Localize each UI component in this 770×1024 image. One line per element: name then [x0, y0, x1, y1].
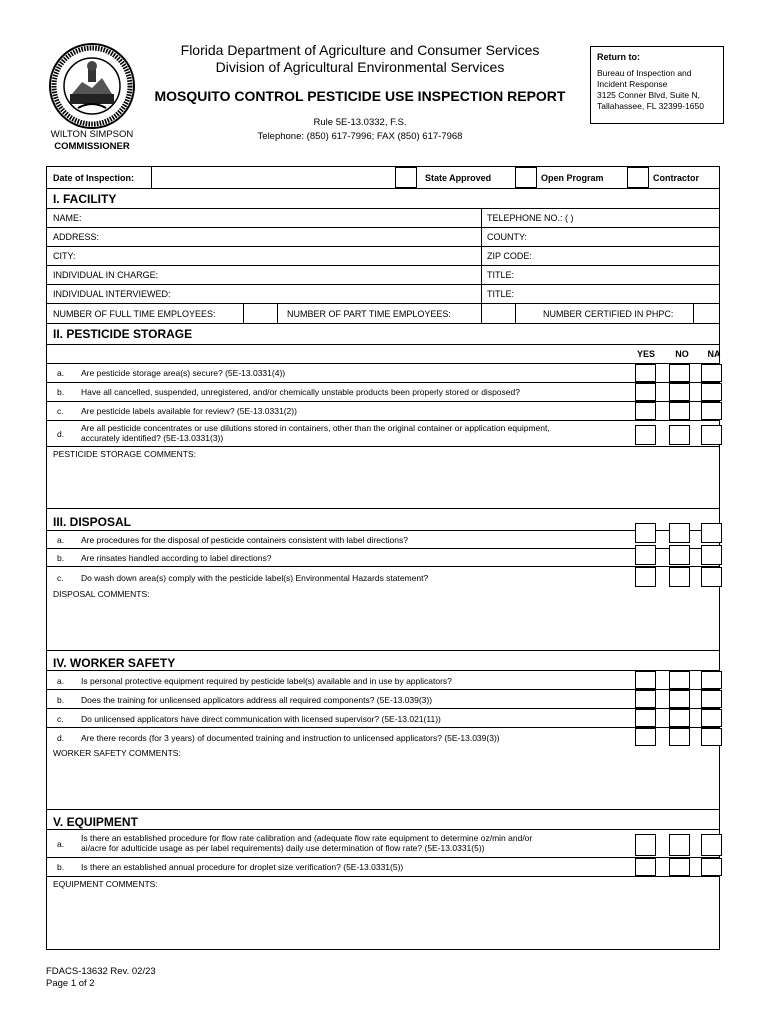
certified-label: NUMBER CERTIFIED IN PHPC: [543, 308, 674, 319]
date-input[interactable] [151, 167, 395, 188]
equipment-comments-box[interactable] [47, 876, 719, 949]
worker-a-yes-checkbox[interactable] [635, 671, 656, 689]
form-id: FDACS-13632 Rev. 02/23 [46, 966, 156, 977]
storage-b-no-checkbox[interactable] [669, 383, 690, 401]
full-time-input[interactable] [243, 304, 277, 323]
return-to-line: Tallahassee, FL 32399-1650 [597, 101, 704, 111]
equipment-section-header [47, 812, 719, 830]
full-time-label: NUMBER OF FULL TIME EMPLOYEES: [53, 308, 216, 319]
worker-safety-heading: IV. WORKER SAFETY [53, 656, 176, 670]
facility-city-row[interactable] [47, 247, 719, 266]
return-to-box [590, 46, 724, 124]
question-text: Is there an established annual procedure for droplet size verification? (5E-13.0331(5)) [81, 862, 404, 872]
worker-safety-comments-box[interactable] [47, 746, 719, 810]
individual-interviewed-label: INDIVIDUAL INTERVIEWED: [53, 289, 171, 299]
equipment-b-na-checkbox[interactable] [701, 858, 722, 876]
worker-b-yes-checkbox[interactable] [635, 690, 656, 708]
rule-info [240, 116, 480, 144]
storage-d-yes-checkbox[interactable] [635, 425, 656, 445]
worker-d-yes-checkbox[interactable] [635, 728, 656, 746]
facility-address-row[interactable] [47, 228, 719, 247]
return-to-line: 3125 Conner Blvd, Suite N, [597, 90, 701, 100]
question-text-line: accurately identified? (5E-13.0331(3)) [81, 433, 224, 443]
question-letter: b. [57, 695, 65, 705]
facility-name-row[interactable] [47, 209, 719, 228]
open-program-label: Open Program [541, 172, 604, 183]
storage-question [47, 402, 719, 421]
question-letter: b. [57, 387, 65, 397]
storage-c-na-checkbox[interactable] [701, 402, 722, 420]
department-heading [140, 42, 580, 76]
question-text-line: Are all pesticide concentrates or use dilutions stored in containers, other than the original container or application equipment, [81, 423, 550, 433]
worker-a-na-checkbox[interactable] [701, 671, 722, 689]
question-text: Does the training for unlicensed applicators address all required components? (5E-13.039(3)) [81, 695, 433, 705]
equipment-a-no-checkbox[interactable] [669, 834, 690, 856]
storage-comments-box[interactable] [47, 447, 719, 509]
question-text: Have all cancelled, suspended, unregistered, and/or chemically unstable products been properly stored or disposed? [81, 387, 520, 397]
equipment-a-yes-checkbox[interactable] [635, 834, 656, 856]
facility-heading: I. FACILITY [53, 192, 117, 206]
disposal-comments-label: DISPOSAL COMMENTS: [53, 589, 150, 599]
storage-d-na-checkbox[interactable] [701, 425, 722, 445]
division-name: Division of Agricultural Environmental Services [215, 59, 505, 75]
disposal-b-yes-checkbox[interactable] [635, 545, 656, 565]
question-text-line: Is there an established procedure for flow rate calibration and (adequate flow rate equipment to determine oz/min and/or [81, 833, 533, 843]
disposal-c-no-checkbox[interactable] [669, 567, 690, 587]
equipment-a-na-checkbox[interactable] [701, 834, 722, 856]
storage-b-na-checkbox[interactable] [701, 383, 722, 401]
worker-safety-section-header [47, 653, 719, 671]
equipment-b-no-checkbox[interactable] [669, 858, 690, 876]
disposal-a-no-checkbox[interactable] [669, 523, 690, 543]
storage-d-no-checkbox[interactable] [669, 425, 690, 445]
disposal-b-no-checkbox[interactable] [669, 545, 690, 565]
question-letter: c. [57, 573, 64, 583]
city-label: CITY: [53, 251, 76, 261]
facility-section-header [47, 189, 719, 209]
question-text: Do wash down area(s) comply with the pesticide label(s) Environmental Hazards statement? [81, 573, 429, 583]
disposal-question [47, 549, 719, 567]
storage-comments-label: PESTICIDE STORAGE COMMENTS: [53, 449, 196, 459]
county-label: COUNTY: [487, 232, 528, 242]
question-letter: a. [57, 368, 65, 378]
worker-b-na-checkbox[interactable] [701, 690, 722, 708]
equipment-question [47, 858, 719, 876]
storage-b-yes-checkbox[interactable] [635, 383, 656, 401]
individual-in-charge-row[interactable] [47, 266, 719, 285]
worker-c-na-checkbox[interactable] [701, 709, 722, 727]
equipment-heading: V. EQUIPMENT [53, 815, 138, 829]
inspection-form [46, 166, 720, 950]
worker-a-no-checkbox[interactable] [669, 671, 690, 689]
page-number: Page 1 of 2 [46, 978, 95, 989]
storage-a-na-checkbox[interactable] [701, 364, 722, 382]
disposal-comments-box[interactable] [47, 587, 719, 651]
open-program-checkbox[interactable] [515, 167, 537, 188]
question-letter: c. [57, 714, 64, 724]
commissioner-role: COMMISSIONER [54, 141, 130, 152]
contractor-label: Contractor [653, 172, 700, 183]
report-title: MOSQUITO CONTROL PESTICIDE USE INSPECTION REPORT [154, 88, 566, 104]
question-letter: a. [57, 535, 65, 545]
date-label: Date of Inspection: [53, 172, 135, 183]
question-text: Is personal protective equipment required by pesticide label(s) available and in use by applicators? [81, 676, 452, 686]
question-letter: c. [57, 406, 64, 416]
storage-c-no-checkbox[interactable] [669, 402, 690, 420]
individual-in-charge-label: INDIVIDUAL IN CHARGE: [53, 270, 159, 280]
contractor-checkbox[interactable] [627, 167, 649, 188]
na-column-label: NA [707, 349, 721, 359]
worker-c-yes-checkbox[interactable] [635, 709, 656, 727]
individual-interviewed-row[interactable] [47, 285, 719, 304]
disposal-c-na-checkbox[interactable] [701, 567, 722, 587]
worker-safety-question [47, 671, 719, 690]
question-text: Are procedures for the disposal of pesticide containers consistent with label directions? [81, 535, 408, 545]
worker-d-no-checkbox[interactable] [669, 728, 690, 746]
disposal-heading: III. DISPOSAL [53, 515, 132, 529]
name-label: NAME: [53, 213, 82, 223]
disposal-c-yes-checkbox[interactable] [635, 567, 656, 587]
telephone-fax: Telephone: (850) 617-7996; FAX (850) 617-7968 [257, 131, 463, 142]
part-time-label: NUMBER OF PART TIME EMPLOYEES: [287, 308, 451, 319]
storage-a-yes-checkbox[interactable] [635, 364, 656, 382]
disposal-a-yes-checkbox[interactable] [635, 523, 656, 543]
answer-columns-header [47, 344, 719, 364]
equipment-comments-label: EQUIPMENT COMMENTS: [53, 879, 158, 889]
worker-safety-question [47, 728, 719, 746]
question-text [81, 833, 641, 853]
storage-question [47, 383, 719, 402]
disposal-question [47, 567, 719, 587]
question-letter: b. [57, 862, 65, 872]
question-text [81, 423, 641, 443]
date-of-inspection-row [47, 167, 719, 189]
equipment-question [47, 830, 719, 858]
return-to-line: Incident Response [597, 79, 668, 89]
title-label: TITLE: [487, 289, 515, 299]
return-to-title: Return to: [597, 52, 640, 62]
storage-question [47, 364, 719, 383]
disposal-a-na-checkbox[interactable] [701, 523, 722, 543]
equipment-b-yes-checkbox[interactable] [635, 858, 656, 876]
question-letter: d. [57, 733, 65, 743]
no-column-label: NO [675, 349, 689, 359]
telephone-label: TELEPHONE NO.: ( ) [487, 213, 574, 223]
commissioner-block [44, 129, 140, 153]
worker-d-na-checkbox[interactable] [701, 728, 722, 746]
storage-section-header [47, 324, 719, 344]
worker-safety-question [47, 690, 719, 709]
worker-safety-comments-label: WORKER SAFETY COMMENTS: [53, 748, 181, 758]
question-text: Are there records (for 3 years) of documented training and instruction to unlicensed applicators? (5E-13.039(3)) [81, 733, 500, 743]
worker-c-no-checkbox[interactable] [669, 709, 690, 727]
disposal-b-na-checkbox[interactable] [701, 545, 722, 565]
zip-label: ZIP CODE: [487, 251, 532, 261]
question-letter: a. [57, 839, 65, 849]
page-footer [46, 966, 156, 990]
question-text: Are rinsates handled according to label directions? [81, 553, 272, 563]
question-text: Are pesticide storage area(s) secure? (5E-13.0331(4)) [81, 368, 286, 378]
address-label: ADDRESS: [53, 232, 100, 242]
rule-number: Rule 5E-13.0332, F.S. [313, 117, 407, 128]
state-approved-label: State Approved [425, 172, 492, 183]
worker-b-no-checkbox[interactable] [669, 690, 690, 708]
question-letter: a. [57, 676, 65, 686]
commissioner-name: WILTON SIMPSON [50, 129, 134, 140]
question-text: Are pesticide labels available for review? (5E-13.0331(2)) [81, 406, 297, 416]
part-time-input[interactable] [481, 304, 515, 323]
employees-row [47, 304, 719, 324]
question-text: Do unlicensed applicators have direct communication with licensed supervisor? (5E-13.021(11)) [81, 714, 441, 724]
worker-safety-question [47, 709, 719, 728]
question-letter: d. [57, 429, 65, 439]
return-to-line: Bureau of Inspection and [597, 68, 692, 78]
department-name: Florida Department of Agriculture and Consumer Services [180, 42, 540, 58]
state-approved-checkbox[interactable] [395, 167, 417, 188]
storage-c-yes-checkbox[interactable] [635, 402, 656, 420]
yes-column-label: YES [636, 349, 655, 359]
state-seal-icon [48, 42, 136, 130]
certified-input[interactable] [693, 304, 719, 323]
storage-a-no-checkbox[interactable] [669, 364, 690, 382]
storage-heading: II. PESTICIDE STORAGE [53, 327, 193, 341]
question-text-line: ai/acre for adulticide usage as per label requirements) daily use determination of flow rate? (5E-13.0331(5)) [81, 843, 485, 853]
disposal-question [47, 531, 719, 549]
disposal-section-header [47, 511, 719, 531]
question-letter: b. [57, 553, 65, 563]
storage-question [47, 421, 719, 447]
title-label: TITLE: [487, 270, 515, 280]
